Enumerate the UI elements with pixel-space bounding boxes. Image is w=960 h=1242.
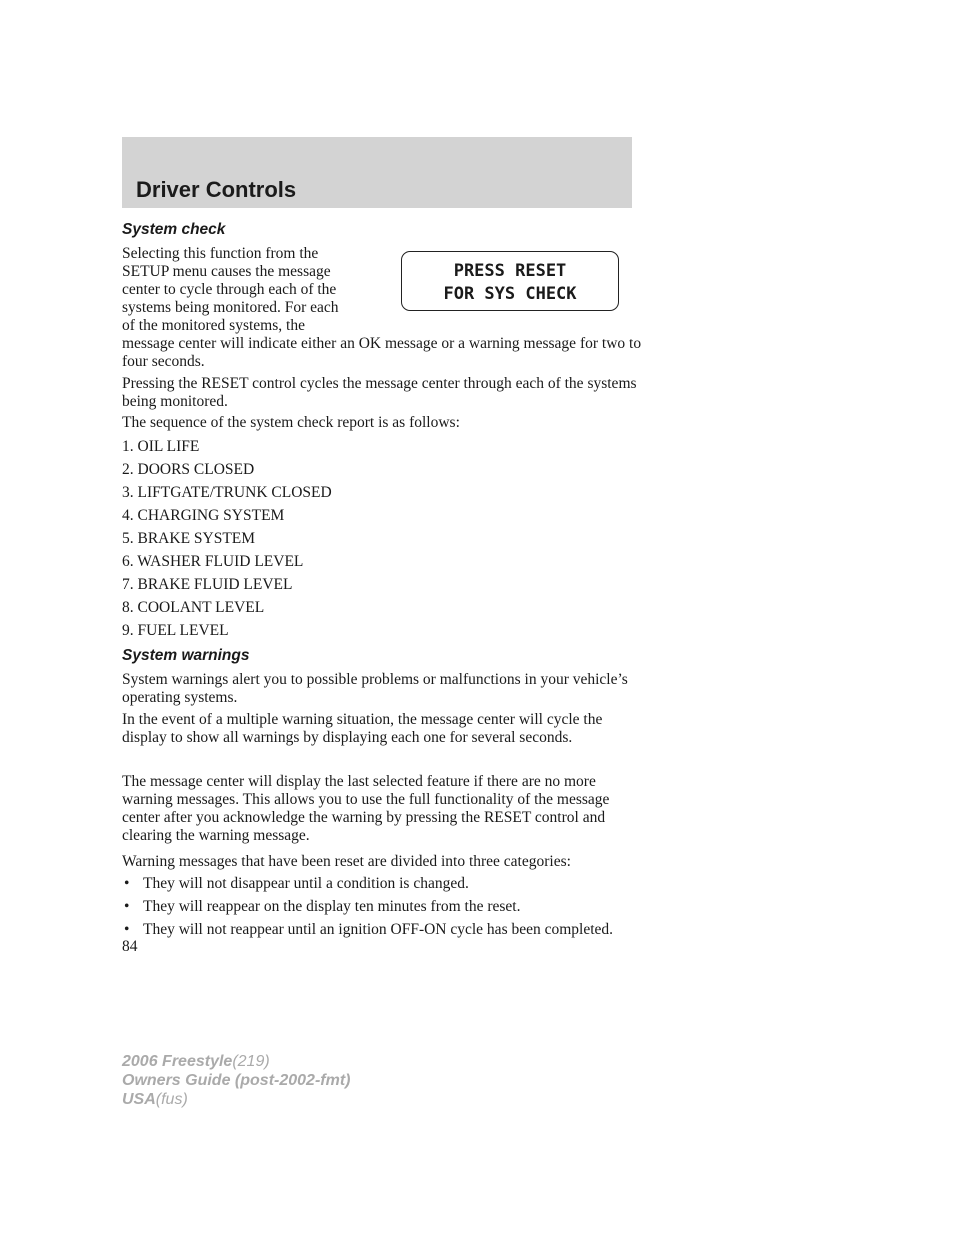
system-check-heading: System check [122, 221, 226, 238]
intro-line-4: systems being monitored. For each [122, 299, 339, 316]
list-item: 1. OIL LIFE [122, 438, 200, 455]
list-item: 7. BRAKE FLUID LEVEL [122, 576, 293, 593]
footer-model-code: (219) [232, 1053, 270, 1070]
system-warnings-paragraph-2: In the event of a multiple warning situation, the message center will cycle the display to show all warnings by displaying each one for several seconds. [122, 711, 603, 746]
system-check-intro-wrap: message center will indicate either an OK message or a warning message for two to four seconds. [122, 335, 642, 370]
message-center-display [401, 251, 619, 311]
list-item: 2. DOORS CLOSED [122, 461, 255, 478]
footer-region: USA [122, 1091, 156, 1108]
system-check-paragraph-3: The sequence of the system check report is as follows: [122, 414, 460, 431]
list-item: 4. CHARGING SYSTEM [122, 507, 285, 524]
intro-line-2: SETUP menu causes the message [122, 263, 331, 280]
list-item: 3. LIFTGATE/TRUNK CLOSED [122, 484, 332, 501]
system-warnings-paragraph-3: The message center will display the last selected feature if there are no more warning messages. This allows you to use the full functionality of the message center after you acknowledge the warning by pressing the RESET control and clearing the warning message. [122, 773, 610, 844]
intro-line-5: of the monitored systems, the [122, 317, 305, 334]
intro-line-3: center to cycle through each of the [122, 281, 337, 298]
list-item: 9. FUEL LEVEL [122, 622, 229, 639]
display-line-2: FOR SYS CHECK [443, 284, 577, 304]
footer-model: 2006 Freestyle [122, 1053, 233, 1070]
bullet-item: They will not reappear until an ignition OFF-ON cycle has been completed. [143, 921, 614, 938]
page-number: 84 [122, 938, 138, 955]
document-footer [122, 1052, 350, 1109]
footer-guide: Owners Guide (post-2002-fmt) [122, 1072, 351, 1089]
bullet-marker: • [124, 875, 130, 892]
bullet-marker: • [124, 898, 130, 915]
footer-region-code: (fus) [155, 1091, 188, 1108]
display-line-1: PRESS RESET [453, 261, 567, 281]
system-warnings-paragraph-4: Warning messages that have been reset are divided into three categories: [122, 853, 571, 870]
list-item: 8. COOLANT LEVEL [122, 599, 265, 616]
system-warnings-paragraph-1: System warnings alert you to possible problems or malfunctions in your vehicle’s operating systems. [122, 671, 628, 706]
bullet-item: They will not disappear until a condition is changed. [143, 875, 469, 892]
system-check-intro-lines [122, 245, 392, 335]
list-item: 6. WASHER FLUID LEVEL [122, 553, 304, 570]
page-section-title: Driver Controls [136, 177, 297, 202]
bullet-item: They will reappear on the display ten minutes from the reset. [143, 898, 521, 915]
intro-line-1: Selecting this function from the [122, 245, 319, 262]
system-check-paragraph-2: Pressing the RESET control cycles the message center through each of the systems being monitored. [122, 375, 637, 410]
system-warnings-heading: System warnings [122, 647, 250, 664]
section-header-bar [122, 137, 632, 208]
bullet-marker: • [124, 921, 130, 938]
list-item: 5. BRAKE SYSTEM [122, 530, 256, 547]
